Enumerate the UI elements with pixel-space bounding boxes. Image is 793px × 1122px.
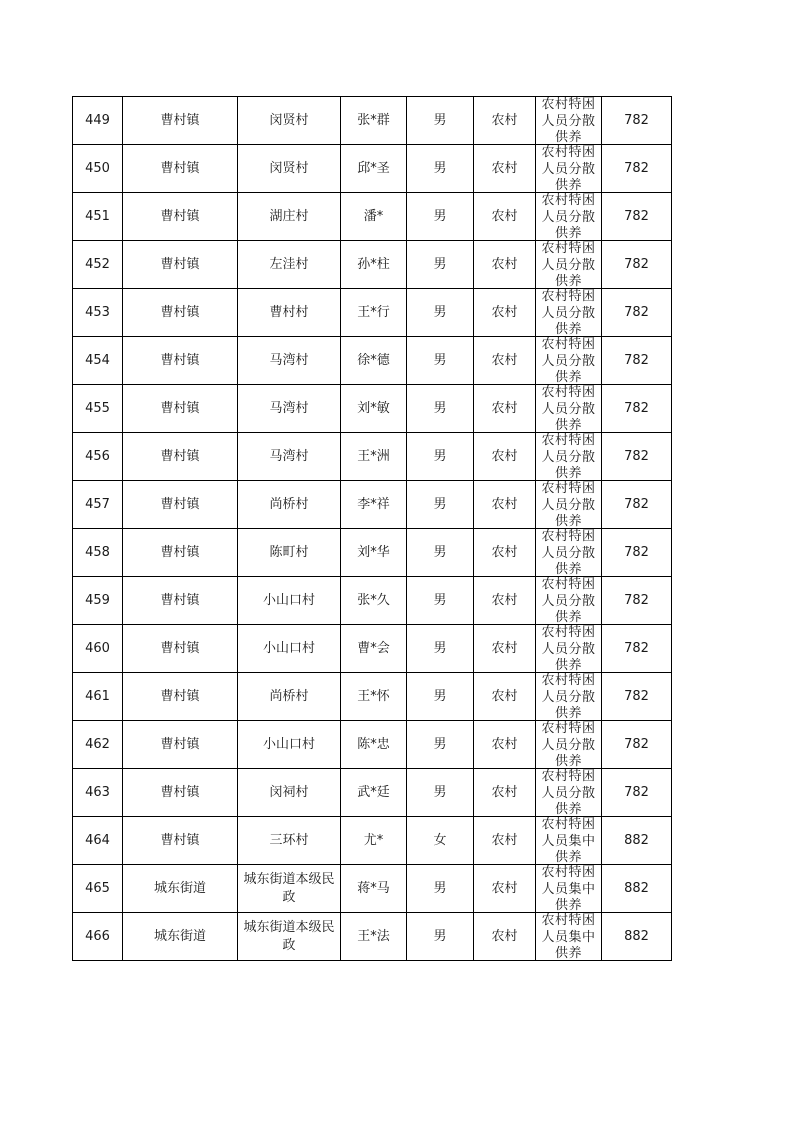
category-text: 农村特困人员分散供养 (541, 433, 596, 480)
amount-cell: 882 (602, 817, 672, 865)
village-cell: 小山口村 (238, 721, 341, 769)
town-cell: 曹村镇 (123, 769, 238, 817)
table-row (73, 865, 672, 913)
category-cell (536, 241, 602, 289)
village-cell: 马湾村 (238, 433, 341, 481)
category-cell (536, 769, 602, 817)
amount-cell: 782 (602, 481, 672, 529)
residence-cell: 农村 (474, 721, 536, 769)
row-number-cell: 449 (73, 97, 123, 145)
category-cell (536, 433, 602, 481)
category-cell (536, 817, 602, 865)
name-cell: 尤* (341, 817, 407, 865)
gender-cell: 男 (407, 289, 474, 337)
category-text: 农村特困人员分散供养 (541, 673, 596, 720)
category-text: 农村特困人员分散供养 (541, 241, 596, 288)
table-row (73, 289, 672, 337)
residence-cell: 农村 (474, 625, 536, 673)
row-number-cell: 464 (73, 817, 123, 865)
village-cell: 三环村 (238, 817, 341, 865)
amount-cell: 782 (602, 577, 672, 625)
amount-cell: 782 (602, 625, 672, 673)
village-cell: 尚桥村 (238, 481, 341, 529)
row-number-cell: 461 (73, 673, 123, 721)
table-row (73, 97, 672, 145)
amount-cell: 782 (602, 193, 672, 241)
name-cell: 王*法 (341, 913, 407, 961)
row-number-cell: 450 (73, 145, 123, 193)
village-cell: 曹村村 (238, 289, 341, 337)
residence-cell: 农村 (474, 241, 536, 289)
table-row (73, 577, 672, 625)
gender-cell: 男 (407, 721, 474, 769)
village-cell: 湖庄村 (238, 193, 341, 241)
residence-cell: 农村 (474, 337, 536, 385)
category-text: 农村特困人员集中供养 (541, 913, 596, 960)
amount-cell: 782 (602, 721, 672, 769)
category-cell (536, 529, 602, 577)
category-text: 农村特困人员分散供养 (541, 337, 596, 384)
row-number-cell: 456 (73, 433, 123, 481)
town-cell: 曹村镇 (123, 721, 238, 769)
gender-cell: 男 (407, 241, 474, 289)
amount-cell: 782 (602, 769, 672, 817)
name-cell: 潘* (341, 193, 407, 241)
row-number-cell: 458 (73, 529, 123, 577)
data-table (72, 96, 672, 961)
table-row (73, 817, 672, 865)
gender-cell: 男 (407, 385, 474, 433)
town-cell: 曹村镇 (123, 97, 238, 145)
residence-cell: 农村 (474, 289, 536, 337)
category-cell (536, 913, 602, 961)
name-cell: 李*祥 (341, 481, 407, 529)
name-cell: 邱*圣 (341, 145, 407, 193)
residence-cell: 农村 (474, 769, 536, 817)
town-cell: 曹村镇 (123, 481, 238, 529)
gender-cell: 男 (407, 769, 474, 817)
category-cell (536, 577, 602, 625)
category-text: 农村特困人员分散供养 (541, 577, 596, 624)
gender-cell: 男 (407, 913, 474, 961)
village-cell: 闵贤村 (238, 97, 341, 145)
town-cell: 曹村镇 (123, 625, 238, 673)
category-cell (536, 145, 602, 193)
table-row (73, 625, 672, 673)
table-body (73, 97, 672, 961)
amount-cell: 782 (602, 289, 672, 337)
row-number-cell: 454 (73, 337, 123, 385)
row-number-cell: 455 (73, 385, 123, 433)
residence-cell: 农村 (474, 865, 536, 913)
category-cell (536, 289, 602, 337)
residence-cell: 农村 (474, 193, 536, 241)
amount-cell: 782 (602, 97, 672, 145)
gender-cell: 男 (407, 337, 474, 385)
category-cell (536, 193, 602, 241)
name-cell: 王*行 (341, 289, 407, 337)
town-cell: 曹村镇 (123, 145, 238, 193)
category-text: 农村特困人员分散供养 (541, 769, 596, 816)
residence-cell: 农村 (474, 913, 536, 961)
category-text: 农村特困人员集中供养 (541, 865, 596, 912)
residence-cell: 农村 (474, 529, 536, 577)
gender-cell: 男 (407, 529, 474, 577)
name-cell: 陈*忠 (341, 721, 407, 769)
town-cell: 曹村镇 (123, 337, 238, 385)
category-cell (536, 385, 602, 433)
village-cell: 马湾村 (238, 385, 341, 433)
town-cell: 曹村镇 (123, 577, 238, 625)
name-cell: 王*怀 (341, 673, 407, 721)
category-text: 农村特困人员分散供养 (541, 385, 596, 432)
table-row (73, 193, 672, 241)
village-cell: 左洼村 (238, 241, 341, 289)
table-row (73, 433, 672, 481)
town-cell: 曹村镇 (123, 673, 238, 721)
residence-cell: 农村 (474, 577, 536, 625)
category-text: 农村特困人员分散供养 (541, 145, 596, 192)
table-row (73, 769, 672, 817)
village-cell: 尚桥村 (238, 673, 341, 721)
residence-cell: 农村 (474, 481, 536, 529)
table-row (73, 481, 672, 529)
village-cell: 城东街道本级民政 (238, 913, 341, 961)
amount-cell: 782 (602, 337, 672, 385)
row-number-cell: 459 (73, 577, 123, 625)
category-text: 农村特困人员分散供养 (541, 289, 596, 336)
row-number-cell: 463 (73, 769, 123, 817)
residence-cell: 农村 (474, 673, 536, 721)
row-number-cell: 451 (73, 193, 123, 241)
residence-cell: 农村 (474, 433, 536, 481)
category-text: 农村特困人员分散供养 (541, 97, 596, 144)
gender-cell: 男 (407, 193, 474, 241)
table-row (73, 241, 672, 289)
category-text: 农村特困人员分散供养 (541, 721, 596, 768)
gender-cell: 男 (407, 865, 474, 913)
row-number-cell: 452 (73, 241, 123, 289)
table-row (73, 673, 672, 721)
town-cell: 曹村镇 (123, 241, 238, 289)
category-text: 农村特困人员分散供养 (541, 625, 596, 672)
name-cell: 徐*德 (341, 337, 407, 385)
category-cell (536, 97, 602, 145)
gender-cell: 男 (407, 625, 474, 673)
category-cell (536, 481, 602, 529)
table-row (73, 385, 672, 433)
row-number-cell: 457 (73, 481, 123, 529)
village-cell: 闵贤村 (238, 145, 341, 193)
amount-cell: 882 (602, 913, 672, 961)
category-text: 农村特困人员分散供养 (541, 481, 596, 528)
name-cell: 孙*柱 (341, 241, 407, 289)
village-cell: 马湾村 (238, 337, 341, 385)
row-number-cell: 453 (73, 289, 123, 337)
town-cell: 曹村镇 (123, 193, 238, 241)
gender-cell: 男 (407, 97, 474, 145)
category-text: 农村特困人员分散供养 (541, 193, 596, 240)
town-cell: 曹村镇 (123, 385, 238, 433)
name-cell: 曹*会 (341, 625, 407, 673)
gender-cell: 男 (407, 577, 474, 625)
town-cell: 城东街道 (123, 865, 238, 913)
category-cell (536, 721, 602, 769)
table-row (73, 529, 672, 577)
village-cell: 城东街道本级民政 (238, 865, 341, 913)
name-cell: 张*群 (341, 97, 407, 145)
amount-cell: 782 (602, 529, 672, 577)
village-cell: 闵祠村 (238, 769, 341, 817)
name-cell: 刘*敏 (341, 385, 407, 433)
gender-cell: 男 (407, 145, 474, 193)
category-cell (536, 337, 602, 385)
table-row (73, 337, 672, 385)
name-cell: 刘*华 (341, 529, 407, 577)
table-row (73, 721, 672, 769)
name-cell: 蒋*马 (341, 865, 407, 913)
table-row (73, 145, 672, 193)
residence-cell: 农村 (474, 817, 536, 865)
gender-cell: 男 (407, 433, 474, 481)
amount-cell: 782 (602, 433, 672, 481)
town-cell: 曹村镇 (123, 289, 238, 337)
gender-cell: 男 (407, 481, 474, 529)
row-number-cell: 466 (73, 913, 123, 961)
village-cell: 陈町村 (238, 529, 341, 577)
name-cell: 武*廷 (341, 769, 407, 817)
residence-cell: 农村 (474, 97, 536, 145)
town-cell: 曹村镇 (123, 817, 238, 865)
amount-cell: 782 (602, 385, 672, 433)
amount-cell: 782 (602, 241, 672, 289)
village-cell: 小山口村 (238, 625, 341, 673)
category-cell (536, 625, 602, 673)
town-cell: 曹村镇 (123, 433, 238, 481)
town-cell: 城东街道 (123, 913, 238, 961)
row-number-cell: 465 (73, 865, 123, 913)
gender-cell: 男 (407, 673, 474, 721)
category-text: 农村特困人员集中供养 (541, 817, 596, 864)
category-cell (536, 865, 602, 913)
category-text: 农村特困人员分散供养 (541, 529, 596, 576)
amount-cell: 782 (602, 673, 672, 721)
amount-cell: 882 (602, 865, 672, 913)
row-number-cell: 462 (73, 721, 123, 769)
name-cell: 张*久 (341, 577, 407, 625)
village-cell: 小山口村 (238, 577, 341, 625)
town-cell: 曹村镇 (123, 529, 238, 577)
residence-cell: 农村 (474, 385, 536, 433)
residence-cell: 农村 (474, 145, 536, 193)
amount-cell: 782 (602, 145, 672, 193)
gender-cell: 女 (407, 817, 474, 865)
table-row (73, 913, 672, 961)
category-cell (536, 673, 602, 721)
name-cell: 王*洲 (341, 433, 407, 481)
row-number-cell: 460 (73, 625, 123, 673)
